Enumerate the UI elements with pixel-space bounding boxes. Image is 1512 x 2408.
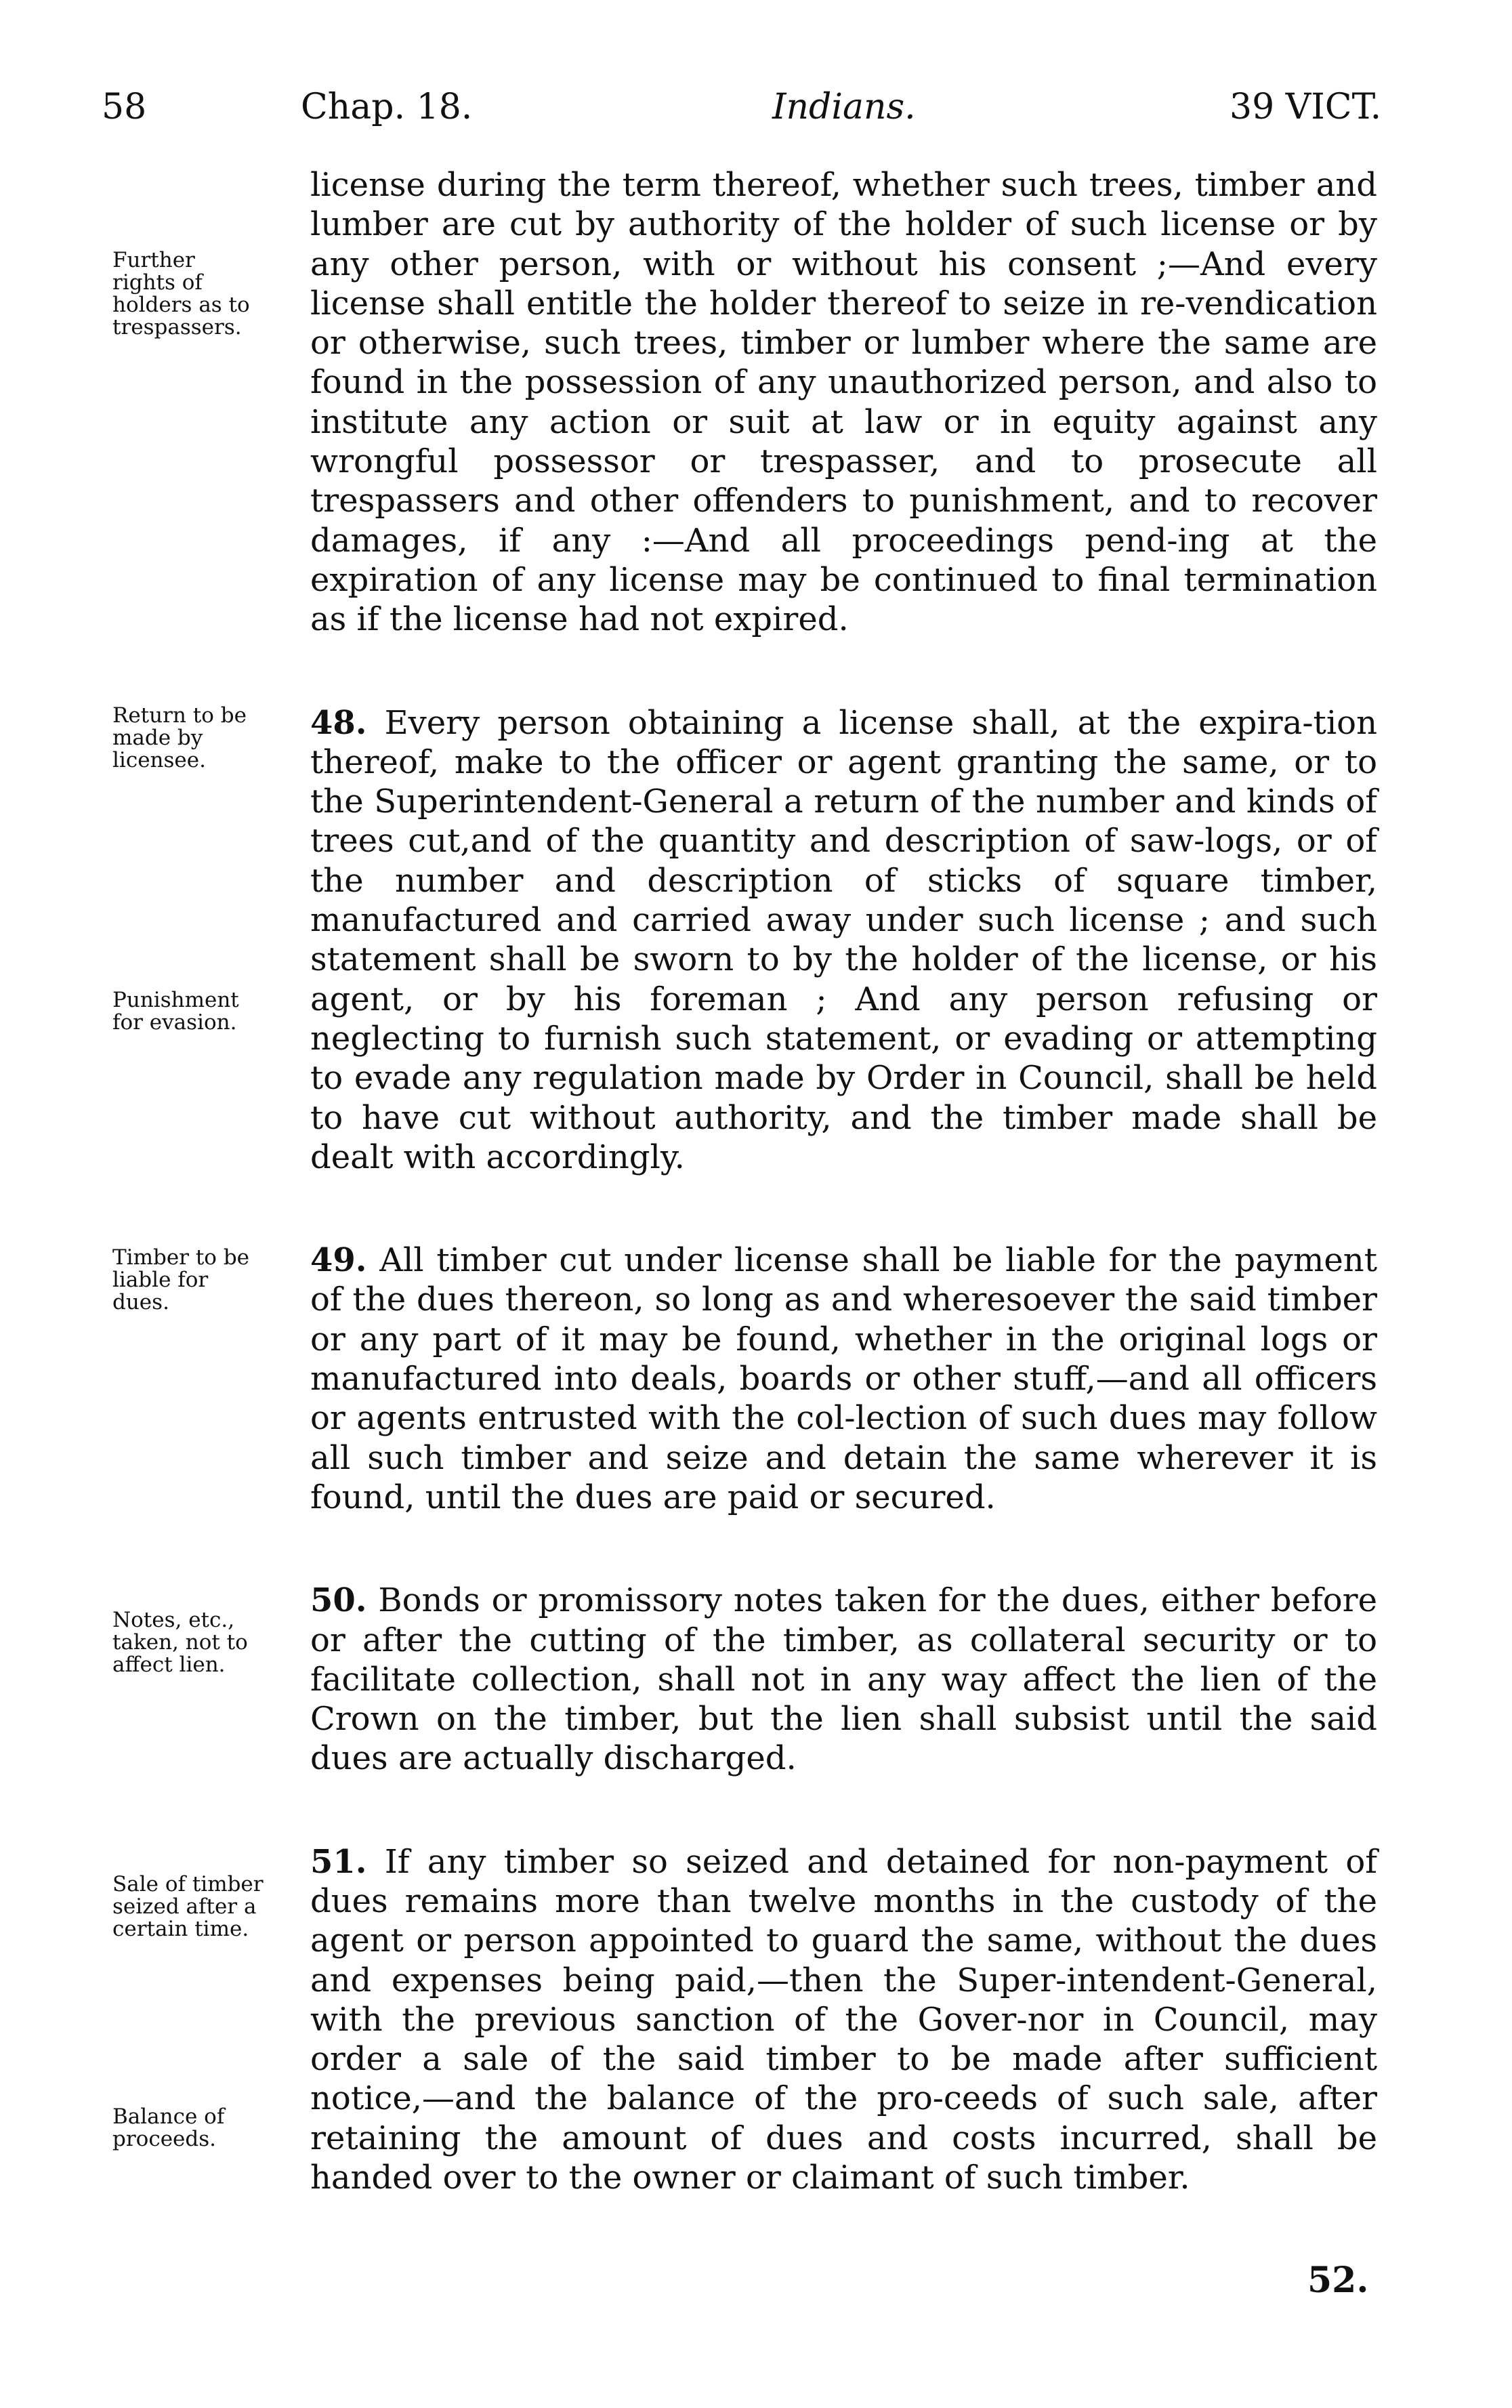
section-text: If any timber so seized and detained for non-payment of dues remains more than twelve months in the custody of the agent or person appointed to guard the same, without the dues and expenses being paid,—then the Super-intendent-General, with the previous sanction of the Gover-nor in Council, may order a sale of the said timber to be made after sufficient notice,—and the balance of the pro-ceeds of such sale, after retaining the amount of dues and costs incurred, shall be handed over to the owner or claimant of such timber. [310,1842,1377,2197]
body-text [310,165,1377,2197]
margin-note-return: Return to be made by licensee. [112,703,247,772]
paragraph-continuation: license during the term thereof, whether such trees, timber and lumber are cut by authority of the holder of such license or by any other person, with or without his consent ;—And every license shall entitle the holder thereof to seize in re-vendication or otherwise, such trees, timber or lumber where the same are found in the possession of any unauthorized person, and also to institute any action or suit at law or in equity against any wrongful possessor or trespasser, and to prosecute all trespassers and other offenders to punishment, and to recover damages, if any :—And all proceedings pend-ing at the expiration of any license may be continued to final termination as if the license had not expired. [310,166,1377,639]
section-number: 51. [310,1842,367,1881]
section-50 [310,1581,1377,1778]
regnal-year: 39 VICT. [1230,87,1382,127]
section-number: 50. [310,1581,367,1620]
margin-note-notes-lien: Notes, etc., taken, not to affect lien. [112,1608,248,1677]
margin-note-balance: Balance of proceeds. [112,2104,225,2151]
section-51 [310,1842,1377,2198]
running-header [0,87,1512,127]
page-number: 58 [102,87,147,127]
margin-note-punishment: Punishment for evasion. [112,988,239,1035]
section-text: All timber cut under license shall be liable for the payment of the dues thereon, so long as and wheresoever the said timber or any part of it may be found, whether in the original logs or manufactured into deals, boards or other stuff,—and all officers or agents entrusted with the col-lection of such dues may follow all such timber and seize and detain the same wherever it is found, until the dues are paid or secured. [310,1241,1377,1516]
running-title: Indians. [772,87,916,127]
margin-note-sale: Sale of timber seized after a certain time. [112,1872,264,1941]
chapter-label: Chap. 18. [301,87,473,127]
section-text: Bonds or promissory notes taken for the dues, either before or after the cutting of the timber, as collateral security or to facilitate collection, shall not in any way affect the lien of the Crown on the timber, but the lien shall subsist until the said dues are actually discharged. [310,1581,1378,1778]
margin-note-further-rights: Further rights of holders as to trespassers. [112,248,250,339]
section-49 [310,1241,1377,1517]
margin-note-timber-liable: Timber to be liable for dues. [112,1245,250,1314]
catchword: 52. [1307,2260,1369,2301]
section-number: 48. [310,703,367,742]
section-number: 49. [310,1241,367,1280]
section-text: Every person obtaining a license shall, at the expira-tion thereof, make to the officer or agent granting the same, or to the Superintendent-General a return of the number and kinds of trees cut,and of the quantity and description of saw-logs, or of the number and description of sticks of square timber, manufactured and carried away under such license ; and such statement shall be sworn to by the holder of the license, or his agent, or by his foreman ; And any person refusing or neglecting to furnish such statement, or evading or attempting to evade any regulation made by Order in Council, shall be held to have cut without authority, and the timber made shall be dealt with accordingly. [310,703,1377,1176]
section-48 [310,703,1377,1178]
